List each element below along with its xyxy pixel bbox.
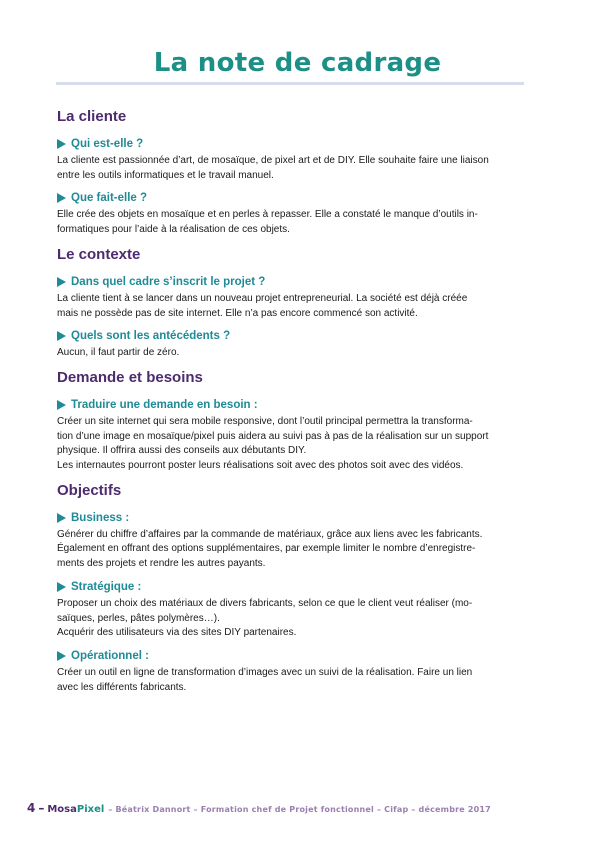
text-line: Proposer un choix des matériaux de divers fabricants, selon ce que le client veut réaliser (mo- [57, 597, 473, 609]
section-title: Le contexte [57, 245, 141, 263]
paragraph [57, 415, 527, 474]
paragraph [57, 666, 527, 695]
subheading-text: Stratégique : [71, 580, 142, 593]
section-la-cliente [57, 108, 527, 238]
section-demande-besoins [57, 369, 527, 474]
paragraph [57, 346, 527, 361]
footer-info: – Béatrix Dannort – Formation chef de Projet fonctionnel – Cifap – décembre 2017 [108, 805, 491, 814]
subheading [57, 191, 527, 205]
section-objectifs [57, 482, 527, 696]
text-line: Aucun, il faut partir de zéro. [57, 347, 180, 359]
subheading [57, 329, 527, 343]
block-que-fait-elle [57, 191, 527, 237]
brand-part2: Pixel [76, 804, 105, 815]
subheading [57, 649, 527, 663]
text-line: Créer un outil en ligne de transformation d’images avec un suivi de la réalisation. Faire un lien [57, 666, 473, 678]
subheading [57, 137, 527, 151]
text-line: La cliente tient à se lancer dans un nouveau projet entrepreneurial. La société est déjà créée [57, 292, 468, 304]
text-line: Créer un site internet qui sera mobile responsive, dont l’outil principal permettra la transforma- [57, 415, 473, 427]
page-title: La note de cadrage [153, 48, 442, 78]
triangle-right-icon [57, 400, 66, 410]
text-line: Les internautes pourront poster leurs réalisations soit avec des photos soit avec des vidéos. [57, 460, 464, 472]
block-antecedents [57, 329, 527, 361]
brand-logo [47, 804, 104, 815]
paragraph [57, 528, 527, 572]
block-business [57, 511, 527, 572]
subheading-text: Quels sont les antécédents ? [71, 330, 231, 343]
section-title: La cliente [57, 108, 127, 125]
text-line: formatiques pour l’aide à la réalisation de ces objets. [57, 224, 290, 236]
text-line: saïques, perles, pâtes polymères…). [57, 612, 220, 624]
block-qui-est-elle [57, 137, 527, 183]
paragraph [57, 597, 527, 641]
title-underline [56, 82, 524, 85]
subheading-text: Que fait-elle ? [71, 192, 148, 205]
document-body [57, 108, 527, 703]
triangle-right-icon [57, 513, 66, 523]
section-title: Demande et besoins [57, 368, 203, 386]
section-title: Objectifs [57, 481, 122, 499]
text-line: Générer du chiffre d’affaires par la commande de matériaux, grâce aux liens avec les fabricants. [57, 528, 483, 540]
block-strategique [57, 580, 527, 641]
text-line: tion d’une image en mosaïque/pixel puis aidera au suivi pas à pas de la réalisation sur un support [57, 430, 489, 442]
subheading-text: Dans quel cadre s’inscrit le projet ? [71, 275, 266, 288]
paragraph [57, 292, 527, 321]
text-line: La cliente est passionnée d’art, de mosaïque, de pixel art et de DIY. Elle souhaite faire une liaison [57, 155, 489, 166]
triangle-right-icon [57, 651, 66, 661]
block-operationnel [57, 649, 527, 695]
text-line: ments des projets et rendre les autres payants. [57, 558, 266, 570]
brand-part1: Mosa [47, 804, 77, 815]
page-number: 4 [27, 801, 36, 815]
text-line: mais ne possède pas de site internet. Elle n’a pas encore commencé son activité. [57, 307, 418, 319]
subheading-text: Qui est-elle ? [71, 138, 144, 150]
subheading [57, 275, 527, 289]
triangle-right-icon [57, 193, 66, 203]
paragraph [57, 208, 527, 237]
subheading-text: Opérationnel : [71, 649, 149, 662]
section-le-contexte [57, 246, 527, 361]
text-line: avec les différents fabricants. [57, 681, 187, 693]
triangle-right-icon [57, 139, 66, 149]
triangle-right-icon [57, 331, 66, 341]
text-line: Elle crée des objets en mosaïque et en perles à repasser. Elle a constaté le manque d’outils in- [57, 209, 478, 221]
subheading [57, 511, 527, 525]
subheading-text: Traduire une demande en besoin : [71, 398, 258, 411]
page-footer [27, 801, 491, 815]
block-traduire-demande [57, 398, 527, 474]
triangle-right-icon [57, 277, 66, 287]
paragraph [57, 154, 527, 183]
triangle-right-icon [57, 582, 66, 592]
subheading [57, 398, 527, 412]
text-line: Également en offrant des options supplémentaires, par exemple limiter le nombre d’enregistre- [57, 543, 476, 555]
block-cadre-projet [57, 275, 527, 321]
text-line: Acquérir des utilisateurs via des sites DIY partenaires. [57, 627, 297, 639]
subheading-text: Business : [71, 511, 130, 524]
text-line: entre les outils informatiques et le travail manuel. [57, 169, 274, 181]
subheading [57, 580, 527, 594]
footer-separator: – [38, 801, 45, 815]
text-line: physique. Il offrira aussi des conseils aux débutants DIY. [57, 445, 307, 457]
